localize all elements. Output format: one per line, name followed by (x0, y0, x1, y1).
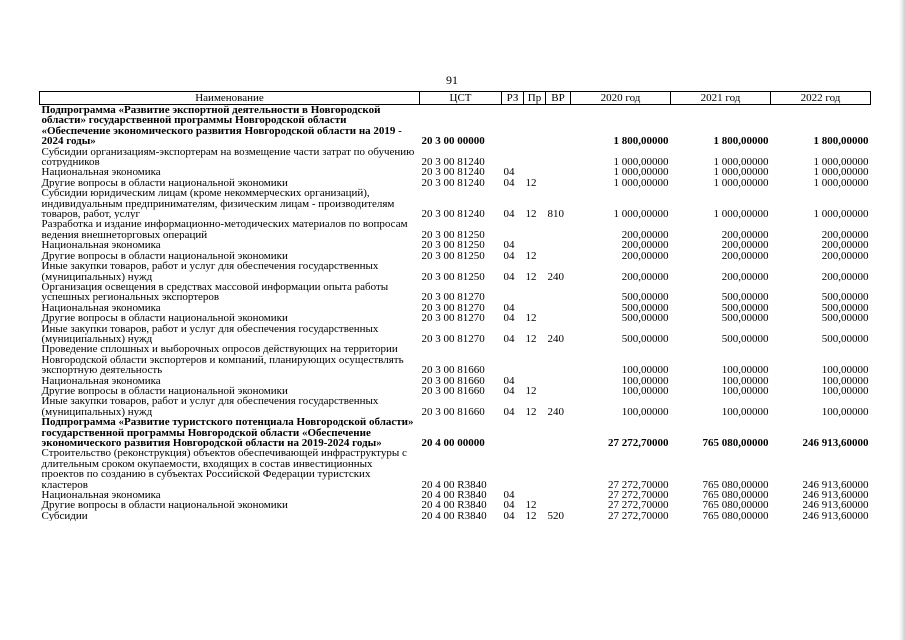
table-cell-cst: 20 3 00 00000 (421, 135, 485, 147)
table-cell-rz: 04 (503, 510, 515, 522)
scan-edge-shadow (899, 0, 905, 640)
table-cell-name: Субсидии (41, 510, 88, 522)
table-cell-rz: 04 (503, 385, 515, 397)
table-cell-rz (502, 105, 524, 147)
table-cell-2022: 200,00000 (821, 240, 869, 251)
table-cell-2021: 765 080,00000 (702, 478, 769, 491)
table-cell-2022: 500,00000 (821, 291, 869, 303)
table-cell-2020: 1 000,00000 (613, 156, 669, 168)
table-cell-2021: 765 080,00000 (702, 490, 769, 501)
table-cell-2020: 27 272,70000 (608, 510, 669, 522)
table-cell-cst: 20 3 00 81240 (421, 156, 485, 168)
table-cell-cst: 20 3 00 81250 (421, 228, 485, 241)
table-cell-name: Проведение сплошных и выборочных опросов действующих на территории Новгородской области экспортеров и компаний, планирующих осуществлять экспортную деятельность (41, 344, 404, 376)
table-cell-rz (502, 417, 524, 448)
table-cell-vr: 520 (547, 510, 564, 522)
table-cell-pr (524, 105, 546, 147)
table-row (40, 251, 871, 261)
table-cell-vr (546, 376, 571, 386)
table-cell-2021: 500,00000 (721, 291, 769, 303)
table-cell-cst: 20 3 00 81270 (421, 332, 485, 345)
table-cell-2021: 1 000,00000 (713, 177, 769, 189)
table-cell-2020: 200,00000 (621, 250, 669, 262)
table-cell-rz (502, 219, 524, 240)
table-cell-name: Иные закупки товаров, работ и услуг для обеспечения государственных (муниципальных) нужд (41, 396, 379, 418)
table-cell-2021: 200,00000 (721, 250, 769, 262)
table-cell-vr (546, 282, 571, 303)
table-row (40, 219, 871, 240)
table-cell-cst: 20 4 00 R3840 (421, 490, 487, 501)
header-cst: ЦСТ (420, 92, 502, 105)
table-cell-cst: 20 3 00 81660 (421, 375, 485, 386)
table-cell-rz: 04 (503, 177, 515, 189)
table-row (40, 511, 871, 521)
table-cell-cst: 20 3 00 81660 (421, 385, 485, 397)
table-cell-2020: 500,00000 (621, 332, 669, 345)
table-cell-2021: 100,00000 (721, 405, 769, 418)
table-cell-2022: 200,00000 (821, 270, 869, 282)
table-cell-vr: 810 (547, 208, 564, 220)
table-cell-cst: 20 3 00 81240 (421, 208, 485, 220)
table-cell-2020: 200,00000 (621, 240, 669, 251)
table-cell-cst: 20 3 00 81660 (421, 364, 485, 376)
table-cell-2022: 1 000,00000 (813, 167, 869, 178)
table-cell-2021: 1 000,00000 (713, 208, 769, 220)
table-cell-name: Другие вопросы в области национальной экономики (41, 177, 288, 189)
table-cell-pr: 12 (525, 510, 537, 522)
table-row (40, 240, 871, 250)
table-cell-2020: 100,00000 (621, 405, 669, 418)
table-cell-2020: 1 000,00000 (613, 208, 669, 220)
table-cell-vr (546, 303, 571, 313)
table-row (40, 188, 871, 219)
table-cell-2021: 1 000,00000 (713, 167, 769, 178)
table-cell-2022: 1 000,00000 (813, 208, 869, 220)
table-cell-rz (502, 147, 524, 168)
table-cell-rz: 04 (503, 208, 515, 220)
table-cell-2022: 100,00000 (821, 405, 869, 418)
table-cell-name: Иные закупки товаров, работ и услуг для обеспечения государственных (муниципальных) нужд (41, 323, 379, 345)
table-cell-vr (546, 178, 571, 188)
table-cell-2021: 500,00000 (721, 332, 769, 345)
table-cell-name: Другие вопросы в области национальной экономики (41, 500, 288, 511)
table-cell-2021: 200,00000 (721, 270, 769, 282)
table-cell-2020: 27 272,70000 (608, 490, 669, 501)
table-cell-cst: 20 3 00 81270 (421, 291, 485, 303)
table-cell-name: Национальная экономика (41, 167, 161, 178)
table-cell-cst: 20 3 00 81240 (421, 167, 485, 178)
table-cell-rz: 04 (503, 490, 515, 501)
table-cell-2022: 500,00000 (821, 313, 869, 324)
table-cell-rz: 04 (503, 405, 515, 418)
table-cell-vr: 240 (547, 405, 564, 418)
table-cell-pr (524, 303, 546, 313)
header-name: Наименование (40, 92, 420, 105)
table-cell-vr (546, 500, 571, 510)
table-cell-pr: 12 (525, 313, 537, 324)
table-cell-vr (546, 344, 571, 375)
table-cell-vr (546, 167, 571, 177)
table-cell-2020: 500,00000 (621, 291, 669, 303)
table-row (40, 344, 871, 375)
table-cell-pr: 12 (525, 385, 537, 397)
table-cell-2022: 1 000,00000 (813, 156, 869, 168)
table-cell-2022: 246 913,60000 (802, 490, 869, 501)
table-cell-2021: 1 800,00000 (713, 135, 769, 147)
table-cell-rz: 04 (503, 302, 515, 314)
table-cell-name: Национальная экономика (41, 490, 161, 501)
table-cell-rz: 04 (503, 167, 515, 178)
table-cell-name: Национальная экономика (41, 240, 161, 251)
table-cell-2021: 100,00000 (721, 375, 769, 386)
table-cell-rz (502, 344, 524, 375)
table-cell-cst: 20 3 00 81660 (421, 405, 485, 418)
table-cell-pr: 12 (525, 177, 537, 189)
table-cell-pr (524, 376, 546, 386)
table-cell-name: Национальная экономика (41, 302, 161, 314)
table-cell-name: Национальная экономика (41, 375, 161, 386)
table-cell-vr (546, 313, 571, 323)
table-row (40, 500, 871, 510)
table-cell-2022: 500,00000 (821, 332, 869, 345)
table-body (40, 105, 871, 522)
table-cell-2022: 200,00000 (821, 250, 869, 262)
table-cell-cst: 20 4 00 R3840 (421, 510, 487, 522)
table-cell-rz: 04 (503, 500, 515, 511)
table-cell-pr: 12 (525, 208, 537, 220)
table-cell-cst: 20 3 00 81250 (421, 240, 485, 251)
table-cell-rz: 04 (503, 250, 515, 262)
table-cell-2020: 200,00000 (621, 228, 669, 241)
table-cell-cst: 20 4 00 R3840 (421, 478, 487, 491)
table-cell-2021: 765 080,00000 (702, 510, 769, 522)
table-cell-vr: 240 (547, 270, 564, 282)
table-row (40, 490, 871, 500)
table-cell-2020: 1 800,00000 (613, 135, 669, 147)
table-cell-2021: 200,00000 (721, 240, 769, 251)
table-cell-vr (546, 105, 571, 147)
table-cell-2021: 500,00000 (721, 302, 769, 314)
table-cell-2020: 27 272,70000 (608, 437, 669, 449)
table-cell-rz: 04 (503, 313, 515, 324)
header-2022: 2022 год (771, 92, 871, 105)
table-cell-pr: 12 (525, 250, 537, 262)
table-cell-2022: 1 000,00000 (813, 177, 869, 189)
table-cell-2020: 27 272,70000 (608, 478, 669, 491)
table-cell-2022: 246 913,60000 (802, 500, 869, 511)
table-row (40, 313, 871, 323)
table-cell-pr (524, 240, 546, 250)
table-cell-2022: 246 913,60000 (802, 478, 869, 491)
header-vr: ВР (546, 92, 571, 105)
table-cell-2022: 500,00000 (821, 302, 869, 314)
table-cell-rz: 04 (503, 270, 515, 282)
table-cell-2021: 765 080,00000 (702, 500, 769, 511)
table-row (40, 396, 871, 417)
table-row (40, 167, 871, 177)
budget-table (39, 91, 871, 521)
table-cell-2020: 27 272,70000 (608, 500, 669, 511)
table-cell-pr: 12 (525, 270, 537, 282)
table-cell-cst: 20 3 00 81250 (421, 250, 485, 262)
table-row (40, 303, 871, 313)
table-cell-2022: 100,00000 (821, 375, 869, 386)
header-2020: 2020 год (571, 92, 671, 105)
table-cell-rz (502, 282, 524, 303)
table-cell-name: Подпрограмма «Развитие экспортной деятельности в Новгородской области» государственной программы Новгородской области «Обеспечение экономического развития Новгородской области на 2019 - 2024 годы» (41, 104, 402, 147)
table-cell-2020: 500,00000 (621, 313, 669, 324)
header-rz: РЗ (502, 92, 524, 105)
table-row (40, 178, 871, 188)
table-cell-pr (524, 147, 546, 168)
header-pr: Пр (524, 92, 546, 105)
table-row (40, 417, 871, 448)
table-row (40, 324, 871, 345)
table-cell-2020: 1 000,00000 (613, 167, 669, 178)
table-cell-2020: 200,00000 (621, 270, 669, 282)
table-row (40, 448, 871, 490)
table-cell-name: Субсидии юридическим лицам (кроме некоммерческих организаций), индивидуальным предпринимателям, физическим лицам - производителям товаров, работ, услуг (41, 188, 395, 220)
page-number: 91 (446, 73, 458, 87)
table-cell-rz (502, 448, 524, 490)
table-cell-cst: 20 3 00 81240 (421, 177, 485, 189)
table-cell-pr (524, 417, 546, 448)
table-cell-2021: 1 000,00000 (713, 156, 769, 168)
table-row (40, 386, 871, 396)
table-cell-vr: 240 (547, 332, 564, 345)
table-cell-vr (546, 251, 571, 261)
table-row (40, 261, 871, 282)
table-cell-2021: 100,00000 (721, 364, 769, 376)
table-cell-vr (546, 147, 571, 168)
table-cell-vr (546, 219, 571, 240)
table-cell-2022: 200,00000 (821, 228, 869, 241)
table-cell-pr (524, 167, 546, 177)
table-cell-name: Строительство (реконструкция) объектов обеспечивающей инфраструктуры с длительным сроком окупаемости, входящих в состав инвестиционных проектов по созданию в субъектах Российской Федерации туристских кластеров (41, 448, 407, 491)
table-cell-name: Другие вопросы в области национальной экономики (41, 385, 288, 397)
table-cell-2020: 1 000,00000 (613, 177, 669, 189)
table-cell-2020: 100,00000 (621, 364, 669, 376)
table-cell-name: Другие вопросы в области национальной экономики (41, 250, 288, 262)
table-cell-2022: 246 913,60000 (802, 437, 869, 449)
table-row (40, 376, 871, 386)
table-cell-2020: 100,00000 (621, 375, 669, 386)
table-row (40, 105, 871, 147)
table-cell-name: Другие вопросы в области национальной экономики (41, 313, 288, 324)
table-cell-2021: 765 080,00000 (702, 437, 769, 449)
table-cell-name: Субсидии организациям-экспортерам на возмещение части затрат по обучению сотрудников (41, 146, 415, 168)
table-cell-2021: 100,00000 (721, 385, 769, 397)
table-cell-pr: 12 (525, 332, 537, 345)
table-cell-vr (546, 490, 571, 500)
table-cell-2020: 100,00000 (621, 385, 669, 397)
table-cell-cst: 20 3 00 81270 (421, 302, 485, 314)
table-cell-name: Иные закупки товаров, работ и услуг для обеспечения государственных (муниципальных) нужд (41, 261, 379, 282)
table-cell-rz: 04 (503, 332, 515, 345)
table-cell-pr: 12 (525, 500, 537, 511)
table-cell-pr (524, 282, 546, 303)
table-cell-2021: 500,00000 (721, 313, 769, 324)
table-cell-vr (546, 240, 571, 250)
table-cell-vr (546, 448, 571, 490)
table-cell-2022: 1 800,00000 (813, 135, 869, 147)
table-row (40, 147, 871, 168)
table-cell-2022: 246 913,60000 (802, 510, 869, 522)
table-row (40, 282, 871, 303)
table-cell-rz: 04 (503, 240, 515, 251)
table-cell-pr (524, 490, 546, 500)
table-cell-name: Организация освещения в средствах массовой информации опыта работы успешных региональных экспортеров (41, 281, 389, 303)
table-cell-cst: 20 3 00 81250 (421, 270, 485, 282)
table-cell-rz: 04 (503, 375, 515, 386)
table-cell-2022: 100,00000 (821, 385, 869, 397)
table-cell-cst: 20 4 00 R3840 (421, 500, 487, 511)
table-cell-2021: 200,00000 (721, 228, 769, 241)
table-cell-vr (546, 417, 571, 448)
table-header-row (40, 92, 871, 105)
table-cell-cst: 20 4 00 00000 (421, 437, 485, 449)
table-cell-2022: 100,00000 (821, 364, 869, 376)
table-cell-2020: 500,00000 (621, 302, 669, 314)
table-cell-name: Подпрограмма «Развитие туристского потенциала Новгородской области» государственной программы Новгородской области «Обеспечение экономического развития Новгородской области на 2019-2024 годы» (41, 417, 414, 449)
table-cell-pr (524, 448, 546, 490)
table-cell-vr (546, 386, 571, 396)
table-cell-cst: 20 3 00 81270 (421, 313, 485, 324)
table-cell-pr (524, 219, 546, 240)
header-2021: 2021 год (671, 92, 771, 105)
table-cell-pr (524, 344, 546, 375)
table-cell-name: Разработка и издание информационно-методических материалов по вопросам ведения внешнеторговых операций (41, 219, 408, 241)
table-cell-pr: 12 (525, 405, 537, 418)
